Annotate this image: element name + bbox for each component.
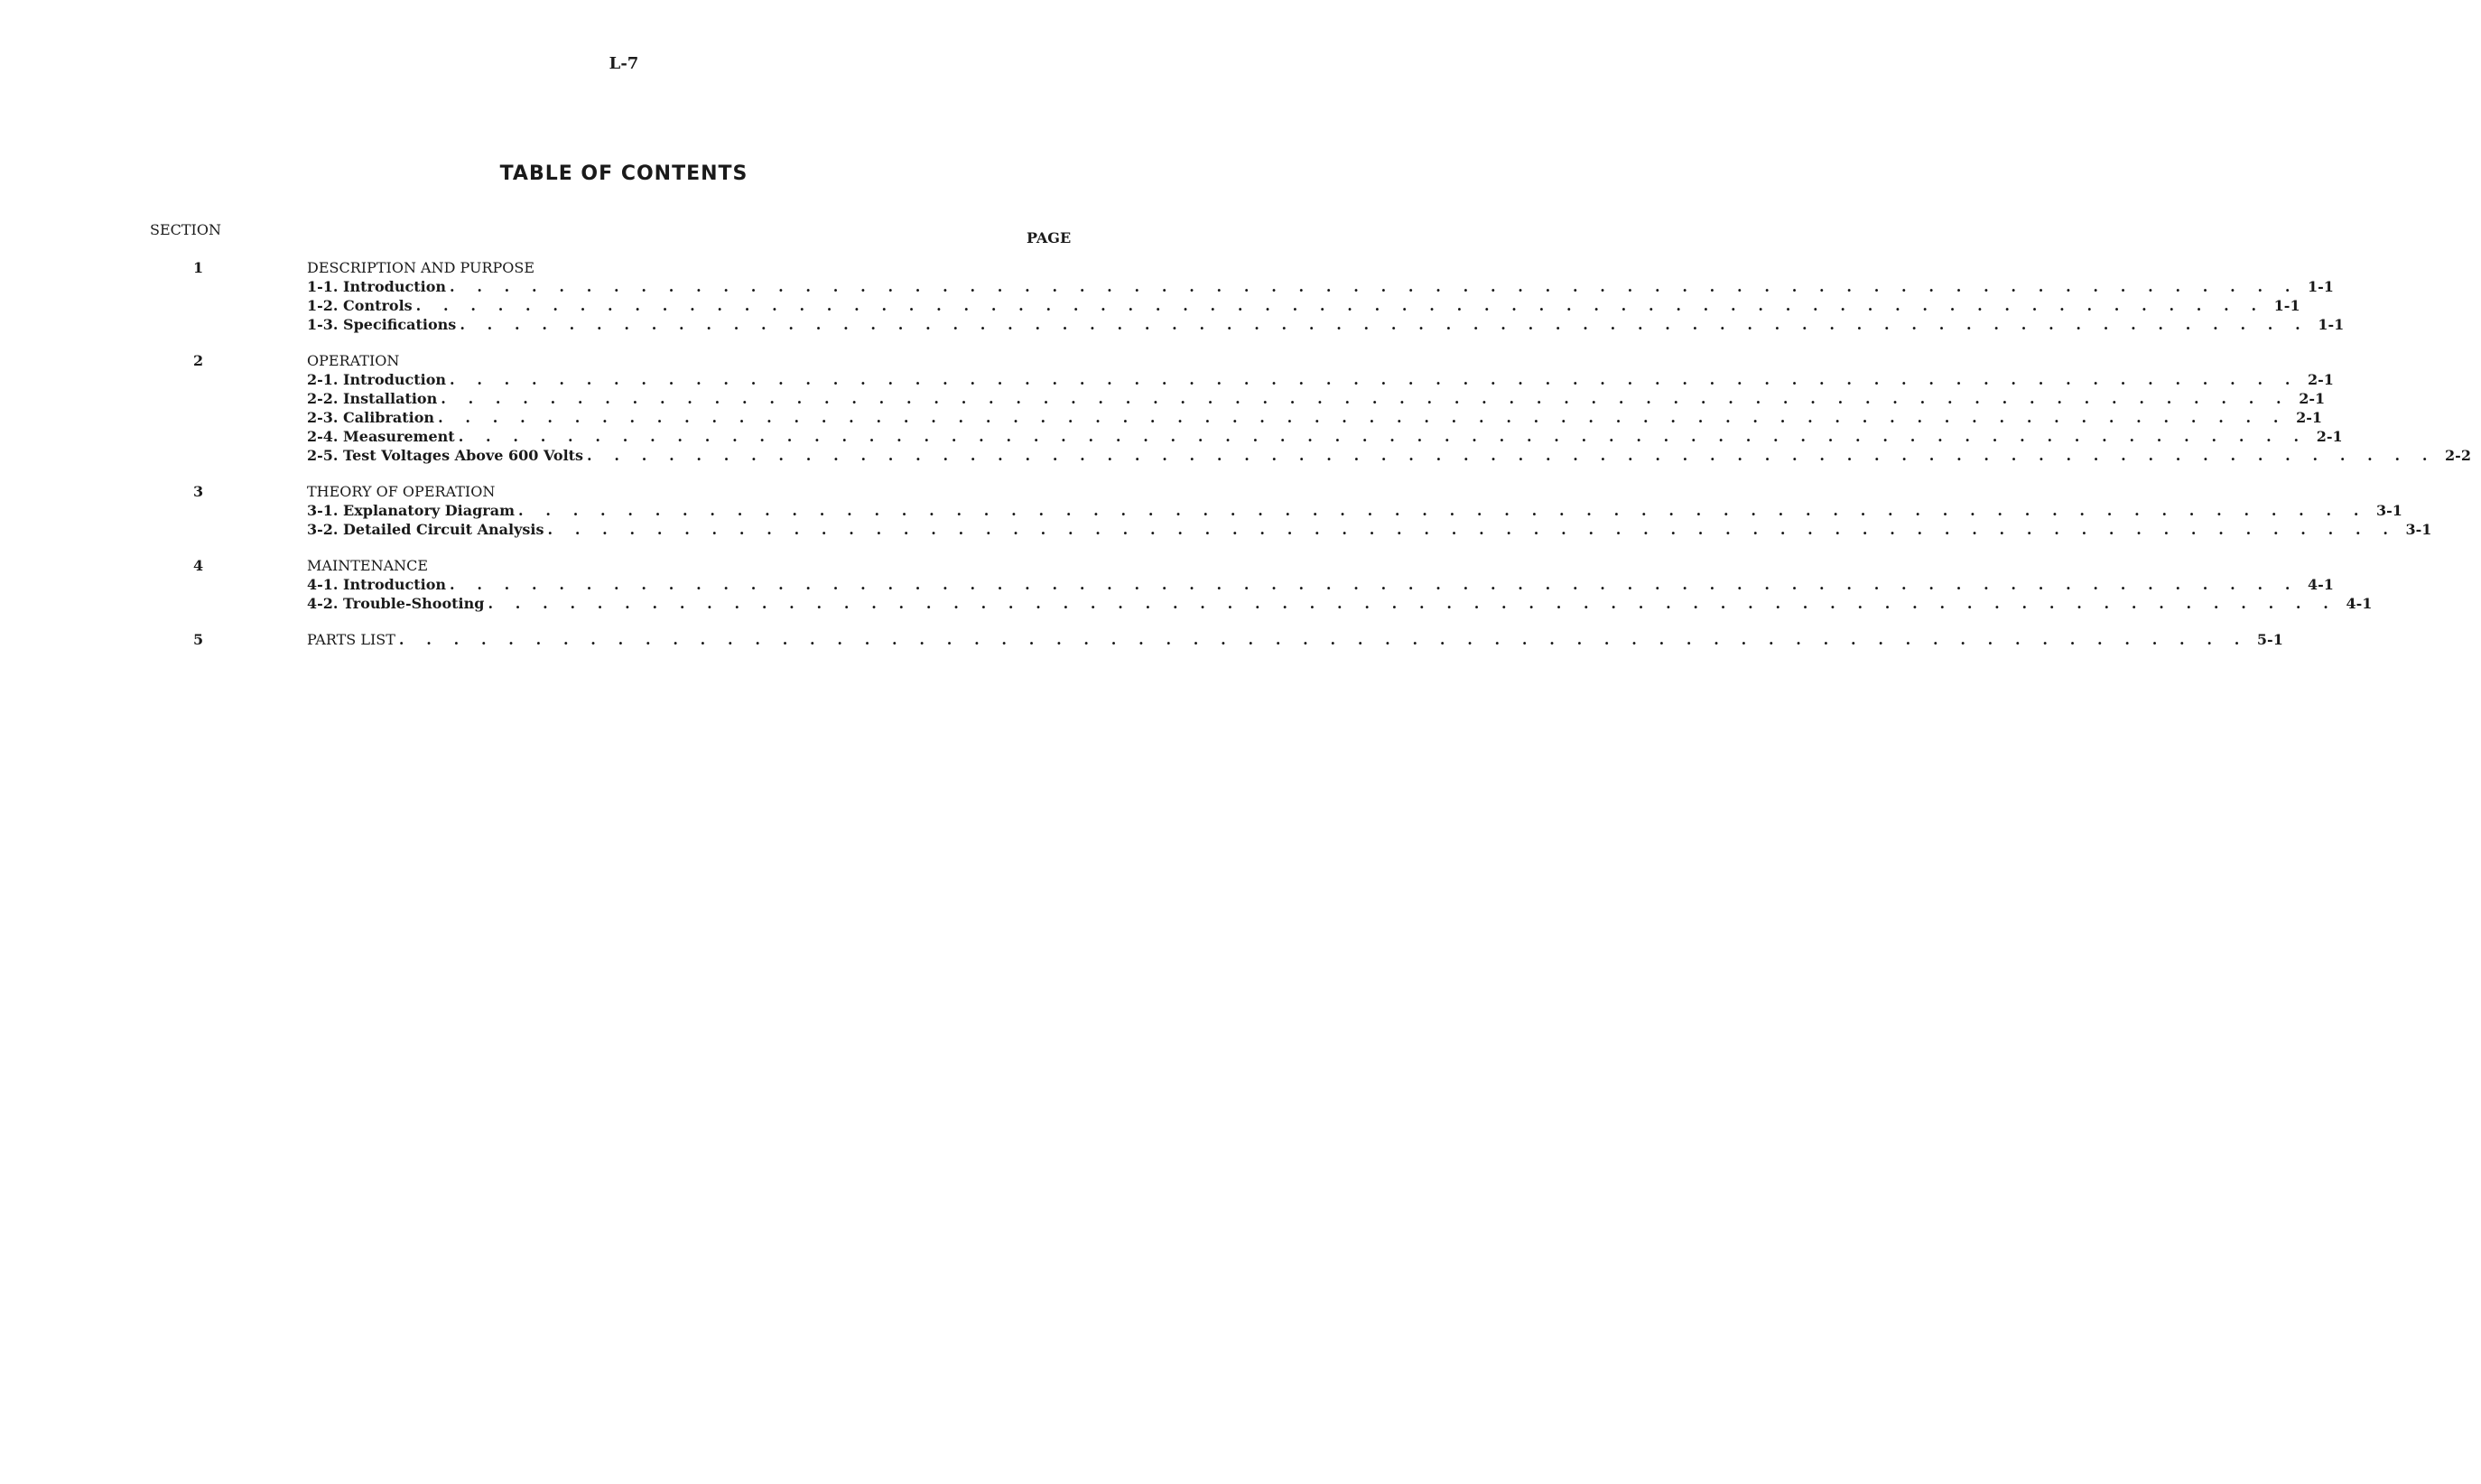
toc-entry bbox=[0, 389, 2326, 408]
entry-page: 4-1 bbox=[2308, 576, 2334, 593]
section-heading-row bbox=[0, 351, 1130, 370]
entry-page: 2-1 bbox=[2299, 390, 2326, 407]
entry-page: 1-1 bbox=[2308, 278, 2334, 295]
entry-label[interactable]: 3-2. Detailed Circuit Analysis bbox=[307, 521, 544, 538]
dot-leader: . . . . . . . . . . . . . . . . . . . . . . . . . . . . . . . . . . . . . . . . . . . . . . . . . . . . . . . . . . . . . . . . . . . . bbox=[438, 409, 2288, 426]
toc-entry bbox=[0, 520, 2432, 539]
dot-leader: . . . . . . . . . . . . . . . . . . . . . . . . . . . . . . . . . . . . . . . . . . . . . . . . . . . . . . . . . . . . . . . . . . . . bbox=[450, 371, 2299, 388]
table-of-contents bbox=[0, 258, 2471, 666]
entry-label[interactable]: 2-5. Test Voltages Above 600 Volts bbox=[307, 447, 584, 464]
toc-section-1 bbox=[0, 258, 2345, 334]
toc-entry bbox=[0, 296, 2300, 315]
dot-leader: . . . . . . . . . . . . . . . . . . . . . . . . . . . . . . . . . . . . . . . . . . . . . . . . . . . . . . . . . . . . . . . . . . . . bbox=[398, 631, 2248, 648]
entry-page: 2-1 bbox=[2316, 428, 2343, 445]
section-heading-row bbox=[0, 556, 1130, 575]
entry-label[interactable]: 4-2. Trouble-Shooting bbox=[307, 595, 485, 612]
dot-leader: . . . . . . . . . . . . . . . . . . . . . . . . . . . . . . . . . . . . . . . . . . . . . . . . . . . . . . . . . . . . . . . . . . . . bbox=[450, 278, 2299, 295]
entry-label[interactable]: 2-1. Introduction bbox=[307, 371, 446, 388]
section-heading: THEORY OF OPERATION bbox=[307, 483, 496, 500]
entry-label[interactable]: 3-1. Explanatory Diagram bbox=[307, 502, 516, 519]
dot-leader: . . . . . . . . . . . . . . . . . . . . . . . . . . . . . . . . . . . . . . . . . . . . . . . . . . . . . . . . . . . . . . . . . . . . bbox=[547, 521, 2397, 538]
toc-entry bbox=[0, 370, 2334, 389]
entry-label[interactable]: 2-3. Calibration bbox=[307, 409, 435, 426]
toc-section-3 bbox=[0, 482, 2432, 539]
section-number: 2 bbox=[193, 352, 204, 369]
entry-label[interactable]: 2-2. Installation bbox=[307, 390, 438, 407]
entry-label[interactable]: PARTS LIST bbox=[307, 631, 395, 648]
toc-section-5 bbox=[0, 630, 2283, 649]
entry-page: 5-1 bbox=[2256, 631, 2283, 648]
entry-label[interactable]: 1-1. Introduction bbox=[307, 278, 446, 295]
section-heading-row bbox=[0, 258, 1130, 277]
section-number: 4 bbox=[193, 557, 204, 574]
entry-page: 2-1 bbox=[2308, 371, 2334, 388]
toc-entry bbox=[0, 277, 2334, 296]
entry-page: 3-1 bbox=[2376, 502, 2402, 519]
entry-label[interactable]: 1-2. Controls bbox=[307, 297, 413, 314]
section-number: 1 bbox=[193, 259, 204, 276]
section-heading: OPERATION bbox=[307, 352, 400, 369]
toc-entry bbox=[0, 408, 2322, 427]
section-heading: DESCRIPTION AND PURPOSE bbox=[307, 259, 535, 276]
section-heading-row bbox=[0, 482, 1130, 501]
dot-leader: . . . . . . . . . . . . . . . . . . . . . . . . . . . . . . . . . . . . . . . . . . . . . . . . . . . . . . . . . . . . . . . . . . . . bbox=[460, 316, 2309, 333]
section-number: 5 bbox=[193, 631, 204, 648]
section-column-header: SECTION bbox=[150, 221, 221, 238]
toc-entry bbox=[0, 315, 2345, 334]
dot-leader: . . . . . . . . . . . . . . . . . . . . . . . . . . . . . . . . . . . . . . . . . . . . . . . . . . . . . . . . . . . . . . . . . . . . bbox=[458, 428, 2308, 445]
entry-page: 2-1 bbox=[2296, 409, 2322, 426]
dot-leader: . . . . . . . . . . . . . . . . . . . . . . . . . . . . . . . . . . . . . . . . . . . . . . . . . . . . . . . . . . . . . . . . . . . . bbox=[415, 297, 2265, 314]
document-title: TABLE OF CONTENTS bbox=[499, 162, 748, 185]
entry-page: 3-1 bbox=[2405, 521, 2432, 538]
page-number: L-7 bbox=[609, 54, 639, 73]
toc-entry bbox=[0, 501, 2402, 520]
toc-entry bbox=[0, 427, 2343, 446]
toc-section-2 bbox=[0, 351, 2471, 465]
dot-leader: . . . . . . . . . . . . . . . . . . . . . . . . . . . . . . . . . . . . . . . . . . . . . . . . . . . . . . . . . . . . . . . . . . . . bbox=[587, 447, 2437, 464]
entry-label[interactable]: 2-4. Measurement bbox=[307, 428, 455, 445]
toc-section-4 bbox=[0, 556, 2373, 613]
dot-leader: . . . . . . . . . . . . . . . . . . . . . . . . . . . . . . . . . . . . . . . . . . . . . . . . . . . . . . . . . . . . . . . . . . . . bbox=[518, 502, 2368, 519]
page-column-header: PAGE bbox=[1027, 229, 1072, 246]
section-heading: MAINTENANCE bbox=[307, 557, 429, 574]
entry-label[interactable]: 4-1. Introduction bbox=[307, 576, 446, 593]
entry-page: 1-1 bbox=[2273, 297, 2300, 314]
toc-entry bbox=[0, 575, 2334, 594]
dot-leader: . . . . . . . . . . . . . . . . . . . . . . . . . . . . . . . . . . . . . . . . . . . . . . . . . . . . . . . . . . . . . . . . . . . . bbox=[488, 595, 2337, 612]
toc-entry bbox=[0, 594, 2373, 613]
section-number: 3 bbox=[193, 483, 204, 500]
entry-page: 1-1 bbox=[2318, 316, 2345, 333]
entry-page: 4-1 bbox=[2346, 595, 2373, 612]
entry-page: 2-2 bbox=[2445, 447, 2471, 464]
dot-leader: . . . . . . . . . . . . . . . . . . . . . . . . . . . . . . . . . . . . . . . . . . . . . . . . . . . . . . . . . . . . . . . . . . . . bbox=[450, 576, 2299, 593]
toc-entry bbox=[0, 446, 2471, 465]
entry-label[interactable]: 1-3. Specifications bbox=[307, 316, 457, 333]
toc-entry bbox=[0, 630, 2283, 649]
dot-leader: . . . . . . . . . . . . . . . . . . . . . . . . . . . . . . . . . . . . . . . . . . . . . . . . . . . . . . . . . . . . . . . . . . . . bbox=[441, 390, 2291, 407]
